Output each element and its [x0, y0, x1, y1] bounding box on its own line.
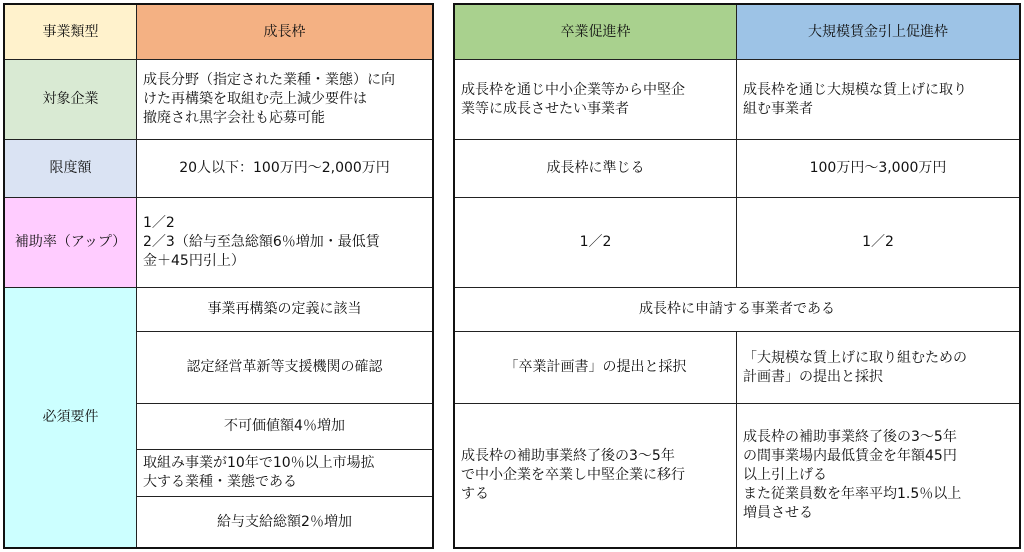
value-target-wage: 成長枠を通じ大規模な賃上げに取り 組む事業者 [737, 60, 1019, 140]
final-graduation: 成長枠の補助事業終了後の3～5年 で中小企業を卒業し中堅企業に移行 する [455, 404, 737, 547]
value-rate-wage: 1／2 [737, 198, 1019, 288]
value-limit-graduation: 成長枠に準じる [455, 140, 737, 198]
requirement-item: 給与支給総額2％増加 [217, 513, 352, 530]
header-graduation-frame: 卒業促進枠 [455, 5, 737, 60]
plan-graduation: 「卒業計画書」の提出と採択 [455, 332, 737, 404]
left-table [3, 3, 434, 549]
header-wage-increase-frame: 大規模賃金引上促進枠 [737, 5, 1019, 60]
final-wage: 成長枠の補助事業終了後の3～5年 の間事業場内最低賃金を年額45円 以上引上げる また従業員数を年率平均1.5％以上 増員させる [743, 429, 962, 521]
header-growth-frame: 成長枠 [137, 5, 432, 60]
value-target-companies: 成長分野（指定された業種・業態）に向 けた再構築を取組む売上減少要件は 撤廃され黒字会社も応募可能 [137, 60, 432, 140]
requirement-item: 取組み事業が10年で10％以上市場拡 大する業種・業態である [137, 450, 432, 497]
label-target-companies: 対象企業 [5, 60, 137, 140]
value-rate-graduation: 1／2 [455, 198, 737, 288]
value-subsidy-rate: 1／2 2／3（給与至急総額6％増加・最低賃 金＋45円引上） [137, 198, 432, 288]
requirement-item: 不可価値額4％増加 [137, 404, 432, 450]
header-type-label: 事業類型 [5, 5, 137, 60]
value-target-graduation: 成長枠を通じ中小企業等から中堅企 業等に成長させたい事業者 [455, 60, 737, 140]
label-limit-amount: 限度額 [5, 140, 137, 198]
merged-requirement: 成長枠に申請する事業者である [455, 288, 1019, 332]
requirement-item: 事業再構築の定義に該当 [137, 288, 432, 332]
plan-wage: 「大規模な賃上げに取り組むための 計画書」の提出と採択 [737, 332, 1019, 404]
value-limit-amount: 20人以下：100万円～2,000万円 [137, 140, 432, 198]
requirement-item: 認定経営革新等支援機関の確認 [137, 332, 432, 404]
label-requirements: 必須要件 [5, 288, 137, 547]
right-table [453, 3, 1021, 549]
value-limit-wage: 100万円～3,000万円 [737, 140, 1019, 198]
label-subsidy-rate: 補助率（アップ） [5, 198, 137, 288]
